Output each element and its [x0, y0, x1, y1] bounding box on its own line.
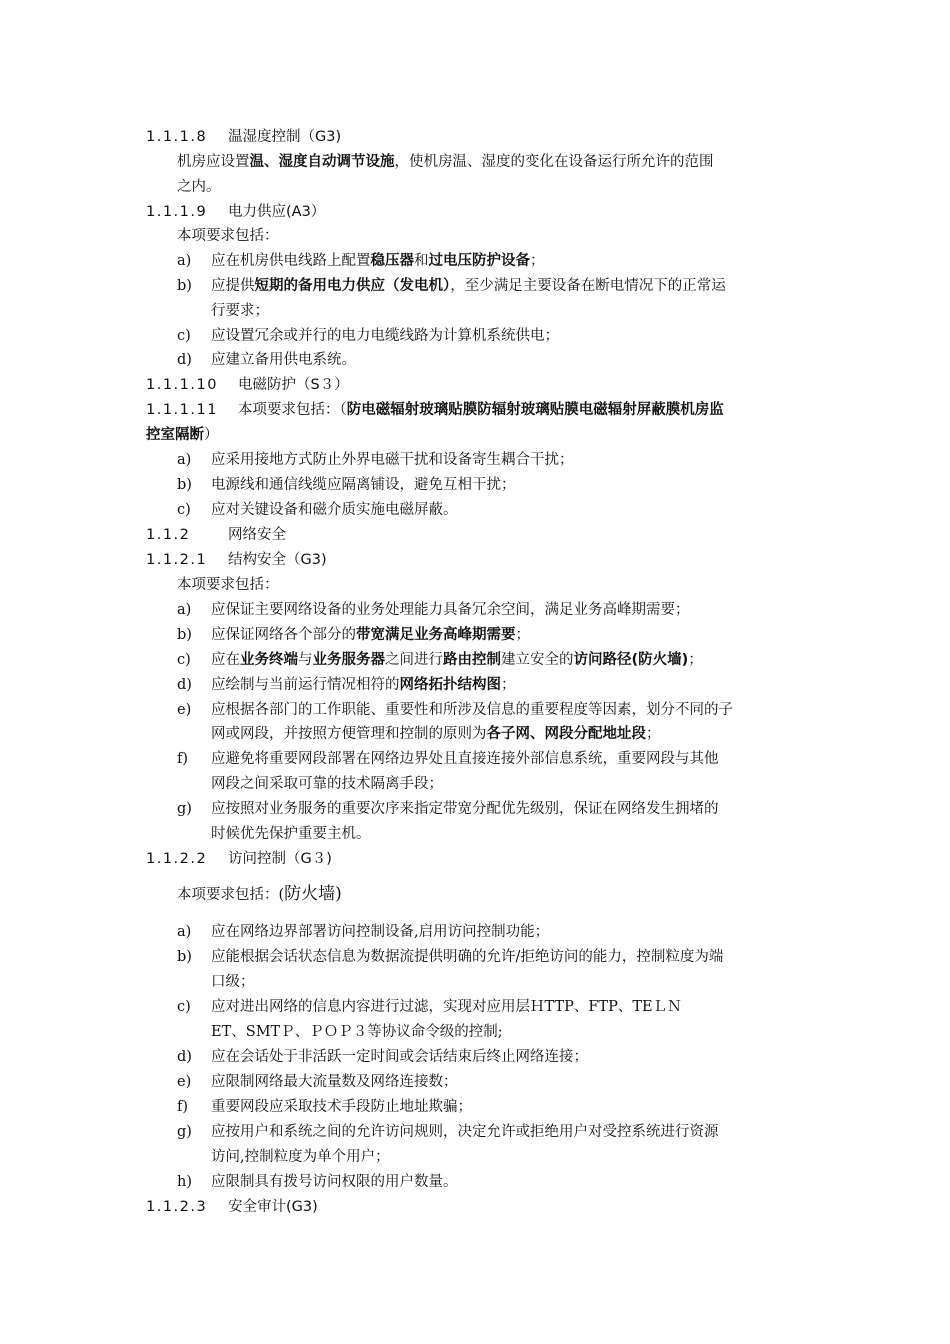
list-item-continuation: 时候优先保护重要主机。	[211, 826, 371, 842]
intro-text: 本项要求包括：	[177, 577, 279, 593]
list-item: b) 应保证网络各个部分的带宽满足业务高峰期需要；	[177, 627, 530, 643]
list-item: f) 重要网段应采取技术手段防止地址欺骗；	[177, 1099, 472, 1115]
list-item: d) 应绘制与当前运行情况相符的网络拓扑结构图；	[177, 677, 516, 693]
heading-1-1-1-10: 1.1.1.10 电磁防护（S３）	[146, 377, 349, 393]
heading-1-1-1-9: 1.1.1.9 电力供应(A3）	[146, 204, 326, 220]
list-item-continuation: ET、SMTＰ、ＰＯＰ３等协议命令级的控制;	[211, 1024, 503, 1040]
list-item: c) 应对关键设备和磁介质实施电磁屏蔽。	[177, 502, 458, 518]
list-item: a) 应采用接地方式防止外界电磁干扰和设备寄生耦合干扰；	[177, 452, 574, 468]
intro-text: 本项要求包括：(防火墙)	[177, 884, 342, 904]
list-item: b) 电源线和通信线缆应隔离铺设，避免互相干扰；	[177, 477, 516, 493]
paragraph: 之内。	[177, 179, 221, 195]
list-item-continuation: 访问,控制粒度为单个用户；	[211, 1149, 390, 1165]
list-item: e) 应根据各部门的工作职能、重要性和所涉及信息的重要程度等因素，划分不同的子	[177, 702, 733, 718]
heading-1-1-1-8: 1.1.1.8 温湿度控制（G3)	[146, 129, 342, 145]
list-item: d) 应建立备用供电系统。	[177, 352, 356, 368]
list-item: d) 应在会话处于非活跃一定时间或会话结束后终止网络连接；	[177, 1049, 588, 1065]
list-item: g) 应按照对业务服务的重要次序来指定带宽分配优先级别，保证在网络发生拥堵的	[177, 801, 719, 817]
intro-text: 本项要求包括：	[177, 228, 279, 244]
list-item: e) 应限制网络最大流量数及网络连接数；	[177, 1074, 458, 1090]
list-item: g) 应按用户和系统之间的允许访问规则，决定允许或拒绝用户对受控系统进行资源	[177, 1124, 719, 1140]
heading-1-1-2: 1.1.2 网络安全	[146, 527, 286, 543]
heading-1-1-2-3: 1.1.2.3 安全审计(G3)	[146, 1199, 318, 1215]
list-item: f) 应避免将重要网段部署在网络边界处且直接连接外部信息系统，重要网段与其他	[177, 751, 719, 767]
list-item-continuation: 网或网段，并按照方便管理和控制的原则为各子网、网段分配地址段；	[211, 726, 661, 742]
list-item: a) 应保证主要网络设备的业务处理能力具备冗余空间，满足业务高峰期需要；	[177, 602, 690, 618]
heading-1-1-2-1: 1.1.2.1 结构安全（G3)	[146, 552, 327, 568]
list-item-continuation: 网段之间采取可靠的技术隔离手段；	[211, 776, 443, 792]
list-item: a) 应在网络边界部署访问控制设备,启用访问控制功能；	[177, 924, 550, 940]
paragraph: 机房应设置温、湿度自动调节设施，使机房温、湿度的变化在设备运行所允许的范围	[177, 154, 714, 170]
list-item: c) 应对进出网络的信息内容进行过滤，实现对应用层ＨTTP、FTP、TEＬＮ	[177, 999, 682, 1015]
list-item: c) 应设置冗余或并行的电力电缆线路为计算机系统供电；	[177, 328, 559, 344]
list-item: b) 应提供短期的备用电力供应（发电机），至少满足主要设备在断电情况下的正常运	[177, 278, 726, 294]
list-item: c) 应在业务终端与业务服务器之间进行路由控制建立安全的访问路径(防火墙)；	[177, 652, 703, 668]
heading-1-1-2-2: 1.1.2.2 访问控制（G３)	[146, 851, 332, 867]
list-item: h) 应限制具有拨号访问权限的用户数量。	[177, 1174, 458, 1190]
heading-continuation: 控室隔断）	[146, 427, 219, 443]
list-item-continuation: 行要求；	[211, 303, 269, 319]
heading-1-1-1-11: 1.1.1.11 本项要求包括：（防电磁辐射玻璃贴膜防辐射玻璃贴膜电磁辐射屏蔽膜机房监	[146, 402, 724, 418]
list-item: a) 应在机房供电线路上配置稳压器和过电压防护设备；	[177, 253, 545, 269]
list-item-continuation: 口级；	[211, 974, 255, 990]
list-item: b) 应能根据会话状态信息为数据流提供明确的允许/拒绝访问的能力，控制粒度为端	[177, 949, 724, 965]
